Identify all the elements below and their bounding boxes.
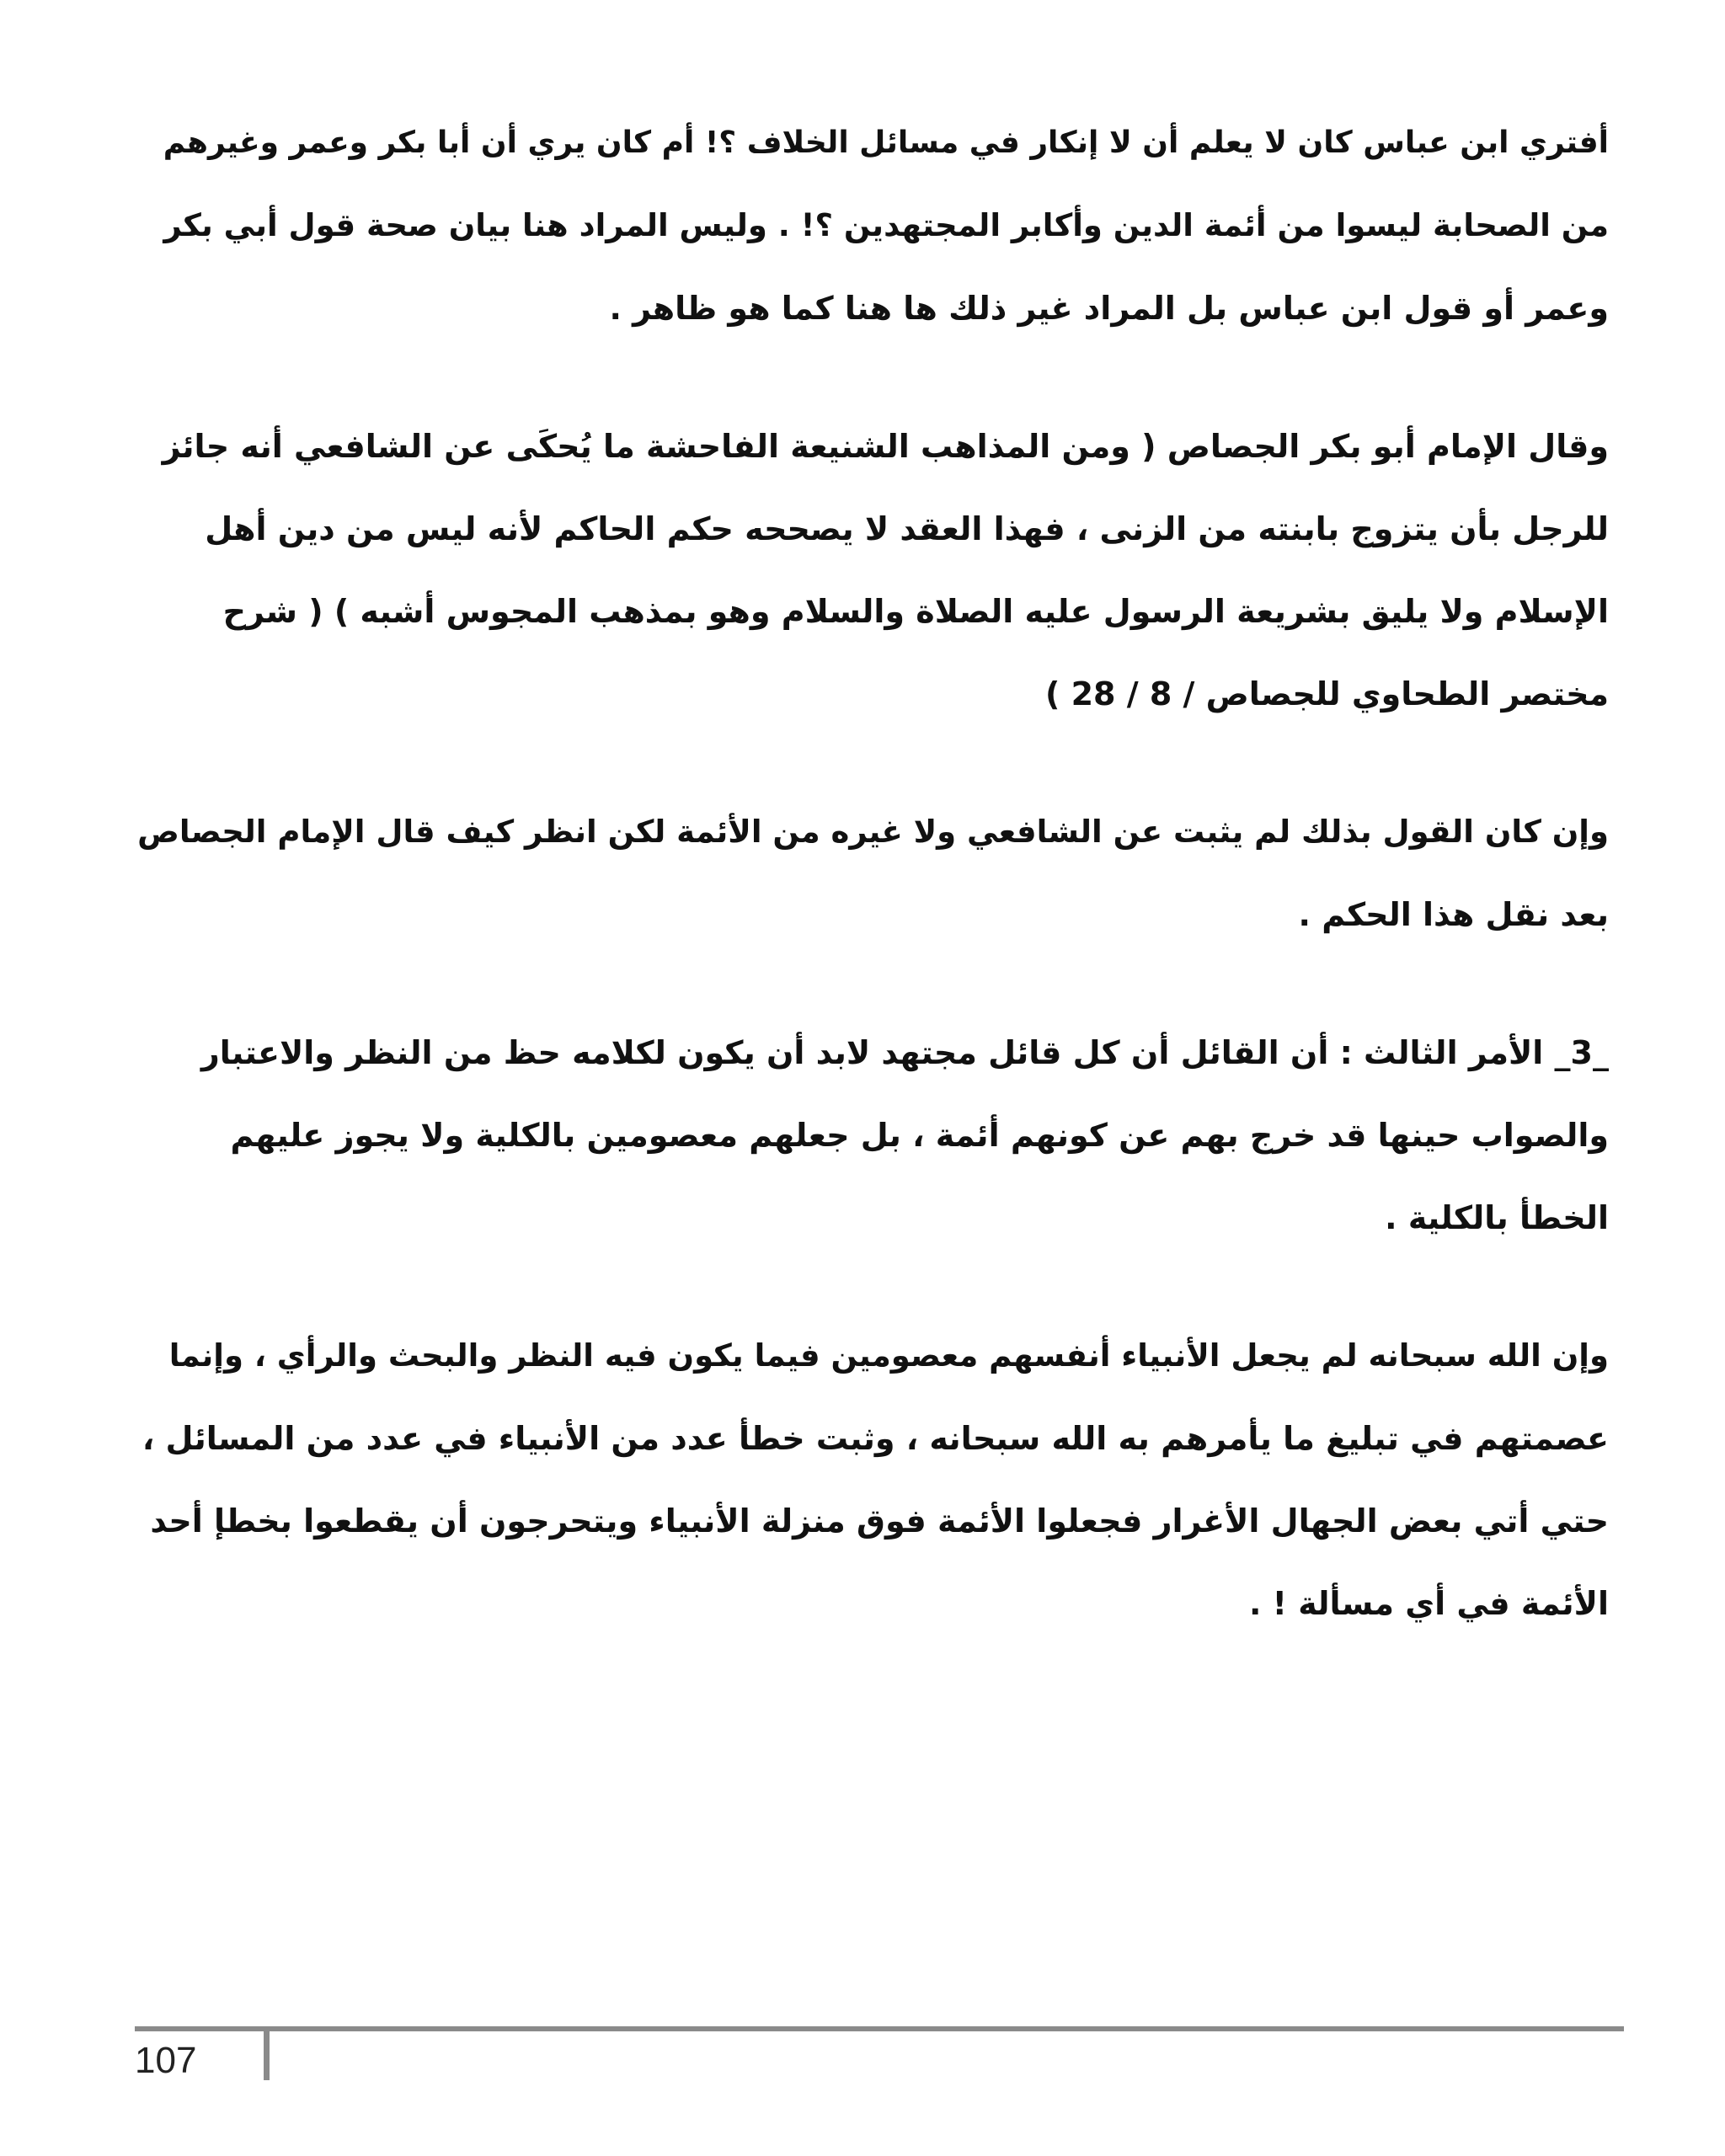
text-line: عصمتهم في تبليغ ما يأمرهم به الله سبحانه ، وثبت خطأ عدد من الأنبياء في عدد من المسائل ، — [142, 1420, 1609, 1457]
text-line: والصواب حينها قد خرج بهم عن كونهم أئمة ، بل جعلهم معصومين بالكلية ولا يجوز عليهم — [230, 1117, 1609, 1154]
paragraph — [135, 118, 1609, 334]
text-line: بعد نقل هذا الحكم . — [1298, 896, 1609, 933]
paragraph — [135, 421, 1609, 719]
text-line: الخطأ بالكلية . — [1385, 1199, 1609, 1236]
text-line: للرجل بأن يتزوج بابنته من الزنى ، فهذا العقد لا يصححه حكم الحاكم لأنه ليس من دين أهل — [205, 510, 1609, 547]
body-text — [135, 118, 1609, 1716]
page-number: 107 — [135, 2040, 197, 2081]
text-line: مختصر الطحاوي للجصاص / 8 / 28 ) — [1044, 675, 1609, 712]
text-line: من الصحابة ليسوا من أئمة الدين وأكابر المجتهدين ؟! . وليس المراد هنا بيان صحة قول أبي بكر — [163, 207, 1609, 243]
text-line: الأئمة في أي مسألة ! . — [1249, 1585, 1609, 1622]
text-line: وقال الإمام أبو بكر الجصاص ( ومن المذاهب الشنيعة الفاحشة ما يُحكَى عن الشافعي أنه جائز — [162, 428, 1609, 465]
text-line: الإسلام ولا يليق بشريعة الرسول عليه الصلاة والسلام وهو بمذهب المجوس أشبه ) ( شرح — [222, 593, 1609, 630]
text-line: وعمر أو قول ابن عباس بل المراد غير ذلك ها هنا كما هو ظاهر . — [609, 290, 1609, 327]
paragraph — [135, 1027, 1609, 1243]
footer-divider — [135, 2026, 1624, 2031]
text-line: _3_ الأمر الثالث : أن القائل أن كل قائل مجتهد لابد أن يكون لكلامه حظ من النظر والاعتبار — [200, 1034, 1609, 1071]
text-line: وإن الله سبحانه لم يجعل الأنبياء أنفسهم معصومين فيما يكون فيه النظر والبحث والرأي ، وإنما — [168, 1337, 1609, 1374]
footer-divider-tick — [264, 2026, 270, 2080]
text-line: وإن كان القول بذلك لم يثبت عن الشافعي ولا غيره من الأئمة لكن انظر كيف قال الإمام الجصاص — [137, 814, 1609, 850]
paragraph — [135, 1331, 1609, 1629]
text-line: أفتري ابن عباس كان لا يعلم أن لا إنكار في مسائل الخلاف ؟! أم كان يري أن أبا بكر وعمر وغيرهم — [163, 125, 1609, 160]
text-line: حتي أتي بعض الجهال الأغرار فجعلوا الأئمة فوق منزلة الأنبياء ويتحرجون أن يقطعوا بخطإ أحد — [150, 1502, 1609, 1540]
paragraph — [135, 807, 1609, 940]
